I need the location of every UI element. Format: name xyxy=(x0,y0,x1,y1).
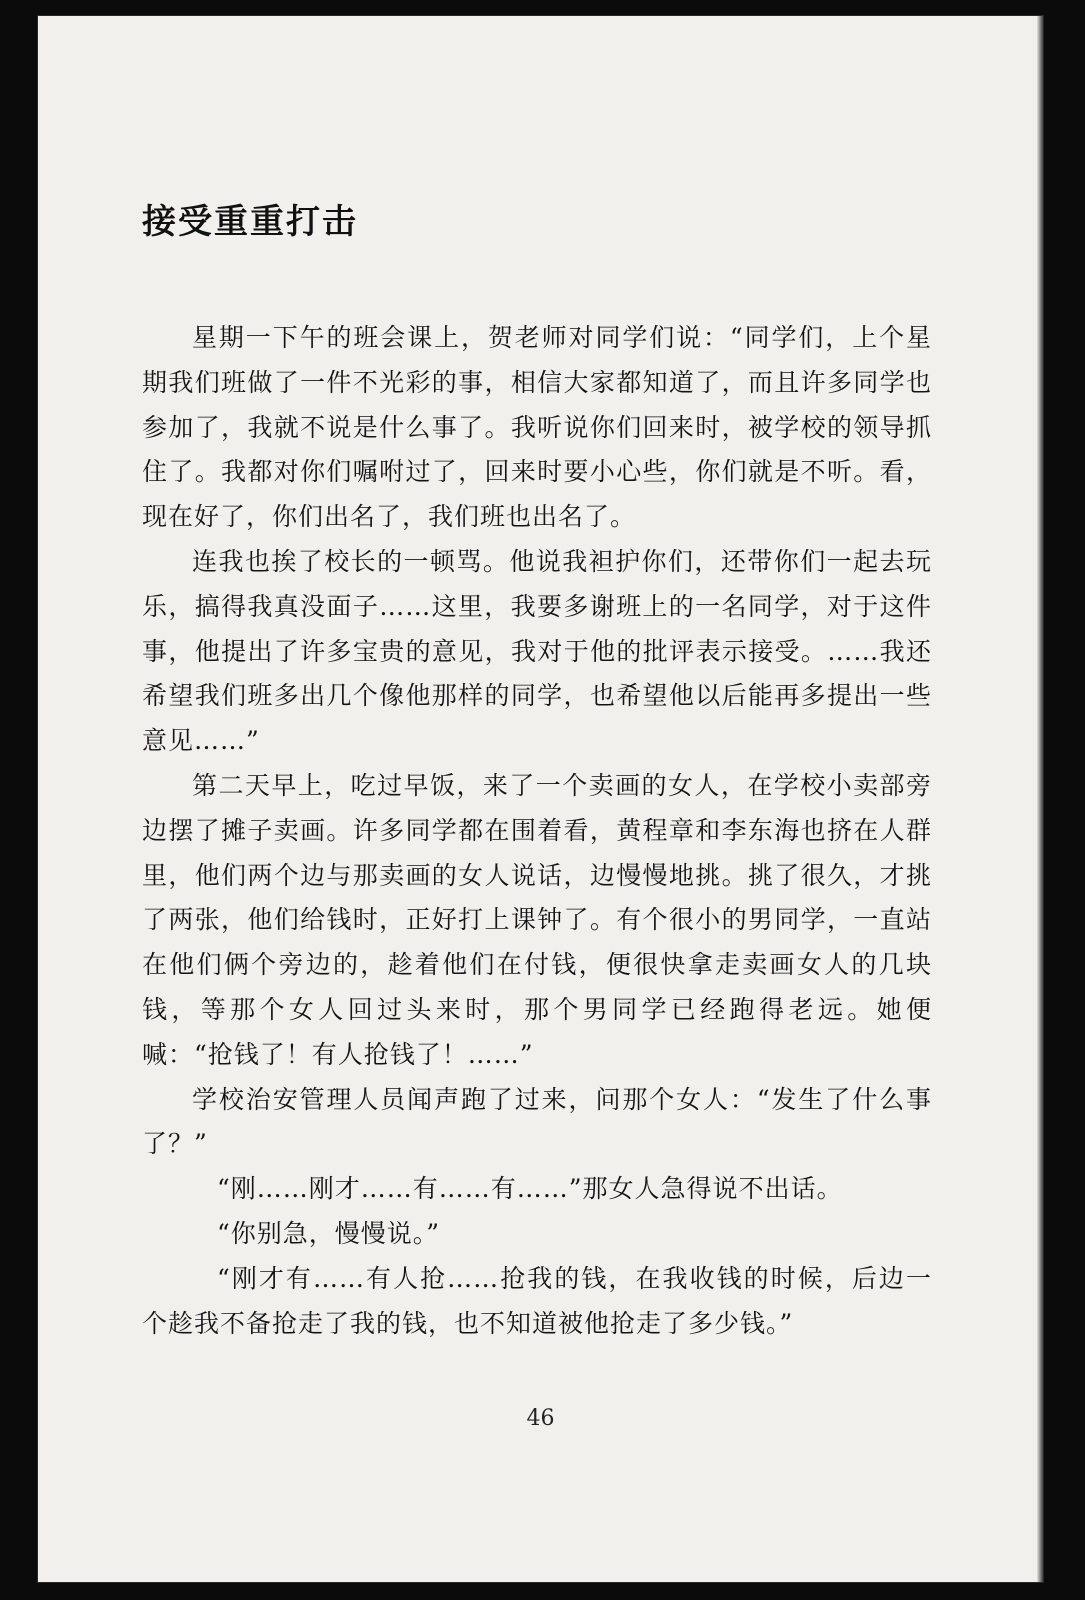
paragraph: 第二天早上，吃过早饭，来了一个卖画的女人，在学校小卖部旁边摆了摊子卖画。许多同学都在围着看，黄程章和李东海也挤在人群里，他们两个边与那卖画的女人说话，边慢慢地挑。挑了很久，才挑了两张，他们给钱时，正好打上课钟了。有个很小的男同学，一直站在他们俩个旁边的，趁着他们在付钱，便很快拿走卖画女人的几块钱，等那个女人回过头来时，那个男同学已经跑得老远。她便喊：“抢钱了！有人抢钱了！……” xyxy=(142,770,932,1069)
paragraph: 连我也挨了校长的一顿骂。他说我袒护你们，还带你们一起去玩乐，搞得我真没面子……这里，我要多谢班上的一名同学，对于这件事，他提出了许多宝贵的意见，我对于他的批评表示接受。……我还希望我们班多出几个像他那样的同学，也希望他以后能再多提出一些意见……” xyxy=(142,546,932,756)
paragraph: “你别急，慢慢说。” xyxy=(217,1218,441,1248)
paragraph: “刚才有……有人抢……抢我的钱，在我收钱的时候，后边一个趁我不备抢走了我的钱，也不知道被他抢走了多少钱。” xyxy=(142,1263,932,1338)
paragraph: 学校治安管理人员闻声跑了过来，问那个女人：“发生了什么事了？” xyxy=(142,1084,932,1159)
paragraph: “刚……刚才……有……有……”那女人急得说不出话。 xyxy=(217,1174,843,1204)
book-page xyxy=(38,16,1043,1582)
body-text xyxy=(142,316,932,1346)
paragraph: 星期一下午的班会课上，贺老师对同学们说：“同学们，上个星期我们班做了一件不光彩的事，相信大家都知道了，而且许多同学也参加了，我就不说是什么事了。我听说你们回来时，被学校的领导抓住了。我都对你们嘱咐过了，回来时要小心些，你们就是不听。看，现在好了，你们出名了，我们班也出名了。 xyxy=(142,323,932,532)
page-number: 46 xyxy=(526,1406,555,1431)
page-edge-shadow xyxy=(1037,16,1043,1582)
chapter-title: 接受重重打击 xyxy=(142,202,358,242)
